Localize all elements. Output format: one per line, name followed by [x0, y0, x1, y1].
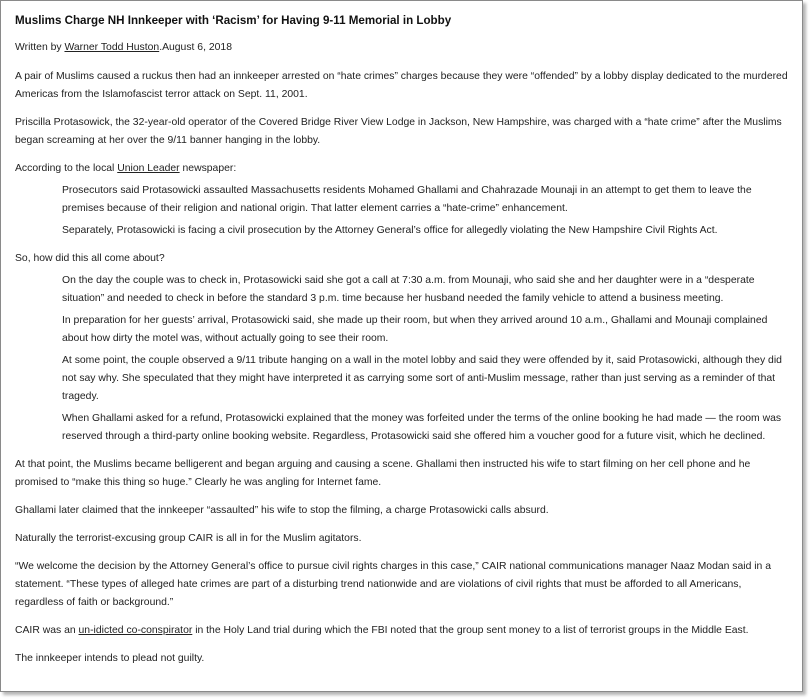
- publish-date: .August 6, 2018: [159, 42, 232, 53]
- paragraph-7: Naturally the terrorist-excusing group CAIR is all in for the Muslim agitators.: [15, 533, 362, 544]
- paragraph-3-prefix: According to the local: [15, 163, 118, 174]
- blockquote-2: [15, 272, 788, 446]
- paragraph-6: Ghallami later claimed that the innkeeper “assaulted” his wife to stop the filming, a charge Protasowicki calls absurd.: [15, 505, 549, 516]
- paragraph-10: The innkeeper intends to plead not guilty.: [15, 653, 205, 664]
- paragraph-9-prefix: CAIR was an: [15, 625, 79, 636]
- byline: [15, 39, 788, 57]
- paragraph-8: “We welcome the decision by the Attorney General’s office to pursue civil rights charges in this case,” CAIR national communications manager Naaz Modan said in a statement. “These types of alleged hate crimes are part of a disturbing trend nationwide and are violations of civil rights that must be afforded to all Americans, regardless of faith or background.”: [15, 561, 772, 608]
- paragraph-4: So, how did this all come about?: [15, 253, 165, 264]
- author-link[interactable]: Warner Todd Huston: [64, 42, 160, 53]
- paragraph-3: [15, 160, 788, 178]
- quote-1-paragraph: Separately, Protasowicki is facing a civil prosecution by the Attorney General’s office for allegedly violating the New Hampshire Civil Rights Act.: [62, 225, 718, 236]
- blockquote-1: [15, 182, 788, 240]
- quote-2-paragraph: In preparation for her guests’ arrival, Protasowicki said, she made up their room, but when they arrived around 10 a.m., Ghallami and Mounaji complained about how dirty the motel was, without actually going to see their room.: [62, 315, 768, 344]
- quote-2-paragraph: At some point, the couple observed a 9/11 tribute hanging on a wall in the motel lobby and said they were offended by it, said Protasowicki, although they did not say why. She speculated that they might have interpreted it as carrying some sort of anti-Muslim message, rather than just serving as a reminder of that tragedy.: [62, 355, 782, 402]
- co-conspirator-link[interactable]: un-idicted co-conspirator: [78, 625, 193, 636]
- paragraph-9-suffix: in the Holy Land trial during which the FBI noted that the group sent money to a list of terrorist groups in the Middle East.: [192, 625, 749, 636]
- quote-1-paragraph: Prosecutors said Protasowicki assaulted Massachusetts residents Mohamed Ghallami and Chahrazade Mounaji in an attempt to get them to leave the premises because of their religion and national origin. That latter element carries a “hate-crime” enhancement.: [62, 185, 752, 214]
- paragraph-9: [15, 622, 788, 640]
- paragraph-1: A pair of Muslims caused a ruckus then had an innkeeper arrested on “hate crimes” charges because they were “offended” by a lobby display dedicated to the murdered Americas from the Islamofascist terror attack on Sept. 11, 2001.: [15, 71, 788, 100]
- paragraph-5: At that point, the Muslims became belligerent and began arguing and causing a scene. Ghallami then instructed his wife to start filming on her cell phone and he promised to “make this thing so huge.” Clearly he was angling for Internet fame.: [15, 459, 751, 488]
- quote-2-paragraph: On the day the couple was to check in, Protasowicki said she got a call at 7:30 a.m. from Mounaji, who said she and her daughter were in a “desperate situation” and needed to check in before the standard 3 p.m. time because her husband needed the family vehicle to attend a business meeting.: [62, 275, 755, 304]
- article-title: Muslims Charge NH Innkeeper with ‘Racism’ for Having 9-11 Memorial in Lobby: [15, 14, 452, 27]
- union-leader-link[interactable]: Union Leader: [117, 163, 180, 174]
- quote-2-paragraph: When Ghallami asked for a refund, Protasowicki explained that the money was forfeited under the terms of the online booking he had made — the room was reserved through a third-party online booking website. Regardless, Protasowicki said she offered him a voucher good for a future visit, which he declined.: [62, 413, 782, 442]
- byline-prefix: Written by: [15, 42, 65, 53]
- paragraph-2: Priscilla Protasowick, the 32-year-old operator of the Covered Bridge River View Lodge in Jackson, New Hampshire, was charged with a “hate crime” after the Muslims began screaming at her over the 9/11 banner hanging in the lobby.: [15, 117, 782, 146]
- paragraph-3-suffix: newspaper:: [179, 163, 237, 174]
